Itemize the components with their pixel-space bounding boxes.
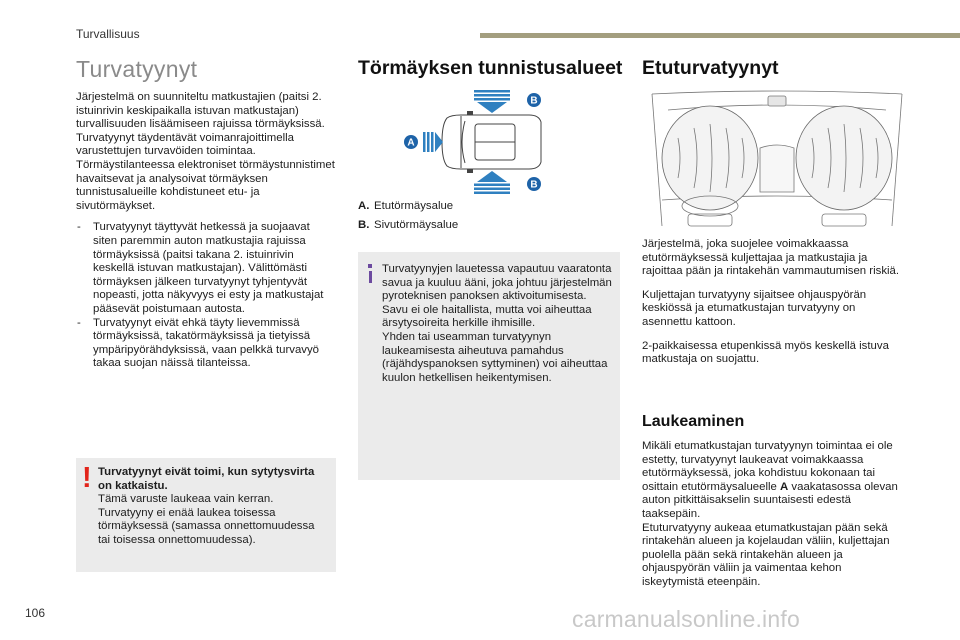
bullet-item: - Turvatyynyt täyttyvät hetkessä ja suojaavat siten paremmin auton matkustajia rajuissa törmäyksissä (paitsi takana 2. istuinrivin keskellä istuvan matkustajan). Välittömästi törmäyksen jälkeen turvatyynyt tyhjentyvät nopeasti, jotta näkyvyys ei esty ja matkustajat pääsevät poistumaan autosta. (76, 221, 336, 316)
warning-icon: ! (82, 462, 92, 494)
warning-body: Tämä varuste laukeaa vain kerran. Turvatyyny ei enää laukea toisessa törmäyksessä (samassa onnettomuudessa tai toisessa onnettomuudessa). (98, 493, 315, 546)
col3-body (642, 238, 904, 367)
page-title: Turvatyynyt (76, 56, 198, 82)
deployment-body (642, 440, 906, 590)
legend-item-b (358, 219, 458, 231)
legend-item-a (358, 200, 453, 212)
marker-b-bottom (527, 177, 541, 191)
info-icon (369, 271, 372, 283)
front-airbags-paragraph: Kuljettajan turvatyyny sijaitsee ohjauspyörän keskiössä ja etumatkustajan turvatyyny on asennettu kattoon. (642, 288, 867, 328)
section-label: Turvallisuus (76, 27, 140, 41)
marker-a-label: A (407, 137, 415, 149)
intro-paragraph: Järjestelmä on suunniteltu matkustajien (paitsi 2. istuinrivin keskipaikalla istuvan matkustajan) turvallisuuden lisäämiseen rajuissa törmäyksissä. Turvatyynyt täydentävät voimanrajoittimella varustettujen turvavöiden toimintaa. Törmäystilanteessa elektroniset törmäystunnistimet havaitsevat ja analysoivat törmäyksen tunnistusalueille kohdistuneet etu- ja sivutörmäykset. (76, 91, 335, 212)
legend-key: B. (358, 219, 370, 231)
deployment-heading: Laukeaminen (642, 413, 745, 430)
deployment-zone-ref: A (780, 480, 789, 493)
warning-box (76, 458, 336, 572)
front-airbags-paragraph: Järjestelmä, joka suojelee voimakkaassa etutörmäyksessä kuljettajaa ja matkustajia ja rajoittaa pään ja rintakehän vammautumisen riskiä. (642, 238, 900, 278)
warning-text (98, 466, 326, 548)
legend-text: Etutörmäysalue (374, 200, 454, 212)
bullet-list (76, 221, 336, 371)
marker-b-top-label: B (530, 95, 538, 107)
legend-text: Sivutörmäysalue (374, 219, 459, 231)
col1-body (76, 91, 336, 371)
marker-b-bottom-label: B (530, 179, 538, 191)
zones-heading: Törmäyksen tunnistusalueet (358, 57, 623, 79)
info-icon-dot (368, 264, 372, 268)
crash-zones-diagram (395, 88, 555, 196)
deployment-text-pre: Mikäli etumatkustajan turvatyynyn toimintaa ei ole estetty, turvatyynyt laukeavat voimakkaassa etutörmäyksessä, joka kohdistuu kokonaan tai osittain etutörmäysalueelle (642, 440, 893, 493)
watermark: carmanualsonline.info (572, 606, 800, 632)
header-bar (480, 33, 960, 38)
front-airbags-illustration (648, 88, 906, 230)
front-impact-arrow (423, 132, 443, 152)
deployment-text-post: vaakatasossa olevan auton pitkittäisakselin suuntaisesti edestä taaksepäin. Etuturvatyyny aukeaa etumatkustajan pään sekä rintakehän alueen ja kojelaudan väliin, kuljettajan puolella pään sekä rintakehän alueen ja ohjauspyörän väliin ja vaimentaa kehon iskeytymistä eteenpäin. (642, 480, 898, 588)
info-text: Turvatyynyjen lauetessa vapautuu vaaratonta savua ja kuuluu ääni, joka johtuu järjestelmän pyroteknisen panoksen aktivoitumisesta. Savu ei ole haitallista, mutta voi aiheuttaa ärsytysoireita herkille ihmisille. Yhden tai useamman turvatyynyn laukeamisesta aiheutuva pamahdus (räjähdyspanoksen syttyminen) voi aiheuttaa kuulon hetkellisen heikentymisen. (382, 263, 612, 384)
front-airbags-heading: Etuturvatyynyt (642, 57, 779, 79)
page-number: 106 (25, 606, 46, 620)
front-airbags-paragraph: 2-paikkaisessa etupenkissä myös keskellä istuva matkustaja on suojattu. (642, 339, 889, 366)
marker-b-top (527, 93, 541, 107)
bullet-item: - Turvatyynyt eivät ehkä täyty lievemmissä törmäyksissä, takatörmäyksissä ja tietyissä ympäripyörähdyksissä, vaan pelkkä turvavyö takaa suojan näissä tilanteissa. (76, 317, 336, 371)
side-impact-arrow-top (474, 90, 510, 113)
legend-key: A. (358, 200, 370, 212)
warning-title: Turvatyynyt eivät toimi, kun sytytysvirta on katkaistu. (98, 466, 315, 492)
info-box (358, 252, 620, 480)
car-top-view (442, 111, 541, 173)
deployment-paragraph (642, 440, 906, 590)
side-impact-arrow-bottom (474, 171, 510, 194)
marker-a (404, 135, 418, 149)
